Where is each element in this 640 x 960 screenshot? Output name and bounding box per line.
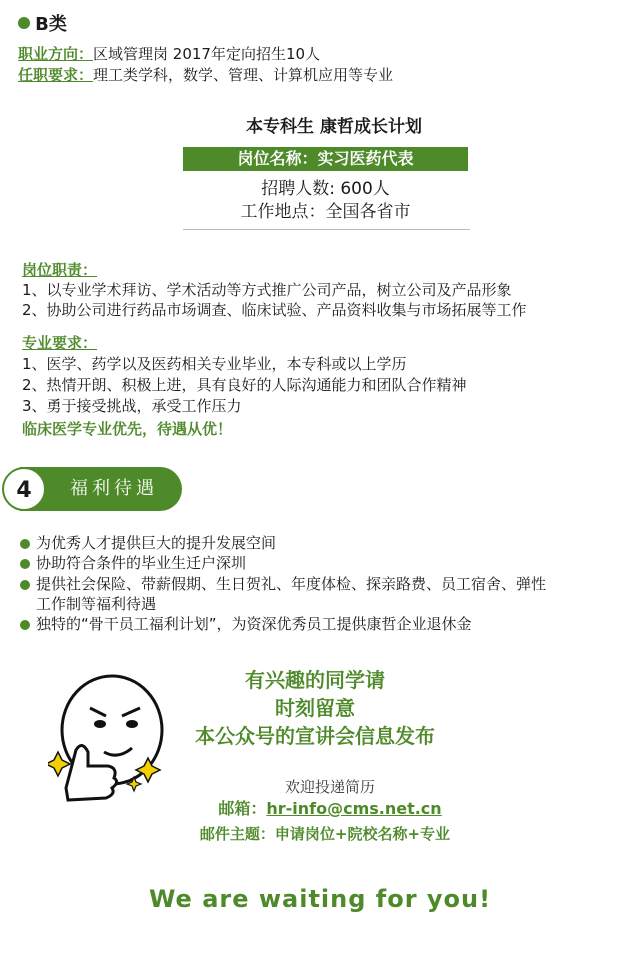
category-heading <box>18 10 67 36</box>
divider <box>183 229 470 230</box>
welfare-text: 为优秀人才提供巨大的提升发展空间 <box>36 534 277 552</box>
bullet-icon <box>20 580 30 590</box>
requirements-label: 专业要求： <box>22 334 98 352</box>
requirement-label: 任职要求： <box>18 66 94 84</box>
plan-title: 本专科生 康哲成长计划 <box>246 117 422 137</box>
welfare-text: 协助符合条件的毕业生迁户深圳 <box>36 554 247 572</box>
priority-note: 临床医学专业优先，待遇从优！ <box>22 420 233 438</box>
duty-item: 2、协助公司进行药品市场调查、临床试验、产品资料收集与市场拓展等工作 <box>22 301 527 319</box>
requirement-item: 2、热情开朗、积极上进，具有良好的人际沟通能力和团队合作精神 <box>22 376 467 394</box>
cta-line: 有兴趣的同学请 <box>245 668 385 692</box>
category-label: B类 <box>35 14 67 35</box>
bullet-icon <box>20 620 30 630</box>
email-row <box>180 796 480 819</box>
bullet-icon <box>20 539 30 549</box>
slogan: We are waiting for you! <box>148 885 492 913</box>
mascot-thumbs-up-icon <box>48 670 166 810</box>
email-link[interactable]: hr-info@cms.net.cn <box>266 799 442 818</box>
welfare-item <box>20 533 276 553</box>
headcount: 招聘人数: 600人 <box>261 179 390 199</box>
section-number: 4 <box>2 467 46 511</box>
welfare-item <box>20 614 472 634</box>
cta-line: 本公众号的宣讲会信息发布 <box>195 724 435 748</box>
bullet-icon <box>18 17 30 29</box>
welcome-text: 欢迎投递简历 <box>284 778 375 796</box>
direction-label: 职业方向： <box>18 45 94 63</box>
direction-row <box>18 44 320 64</box>
direction-value: 区域管理岗 2017年定向招生10人 <box>93 45 321 63</box>
bullet-icon <box>20 559 30 569</box>
welfare-item <box>20 553 246 573</box>
requirement-item: 1、医学、药学以及医药相关专业毕业，本专科或以上学历 <box>22 355 407 373</box>
welfare-title: 福利待遇 <box>20 467 182 511</box>
welfare-text: 提供社会保险、带薪假期、生日贺礼、年度体检、探亲路费、员工宿舍、弹性 <box>36 575 547 593</box>
welfare-item <box>20 574 546 594</box>
requirement-value: 理工类学科，数学、管理、计算机应用等专业 <box>93 66 394 84</box>
duty-item: 1、以专业学术拜访、学术活动等方式推广公司产品，树立公司及产品形象 <box>22 281 512 299</box>
welfare-item-continued: 工作制等福利待遇 <box>36 595 157 613</box>
welfare-text: 独特的“骨干员工福利计划”，为资深优秀员工提供康哲企业退休金 <box>36 615 472 633</box>
email-label: 邮箱： <box>218 799 267 818</box>
cta-line: 时刻留意 <box>275 696 355 720</box>
requirement-item: 3、勇于接受挑战，承受工作压力 <box>22 397 242 415</box>
requirement-row <box>18 65 393 85</box>
position-bar: 岗位名称：实习医药代表 <box>183 147 468 171</box>
location: 工作地点：全国各省市 <box>240 202 411 222</box>
duties-label: 岗位职责： <box>22 261 98 279</box>
email-subject: 邮件主题：申请岗位+院校名称+专业 <box>199 825 451 843</box>
